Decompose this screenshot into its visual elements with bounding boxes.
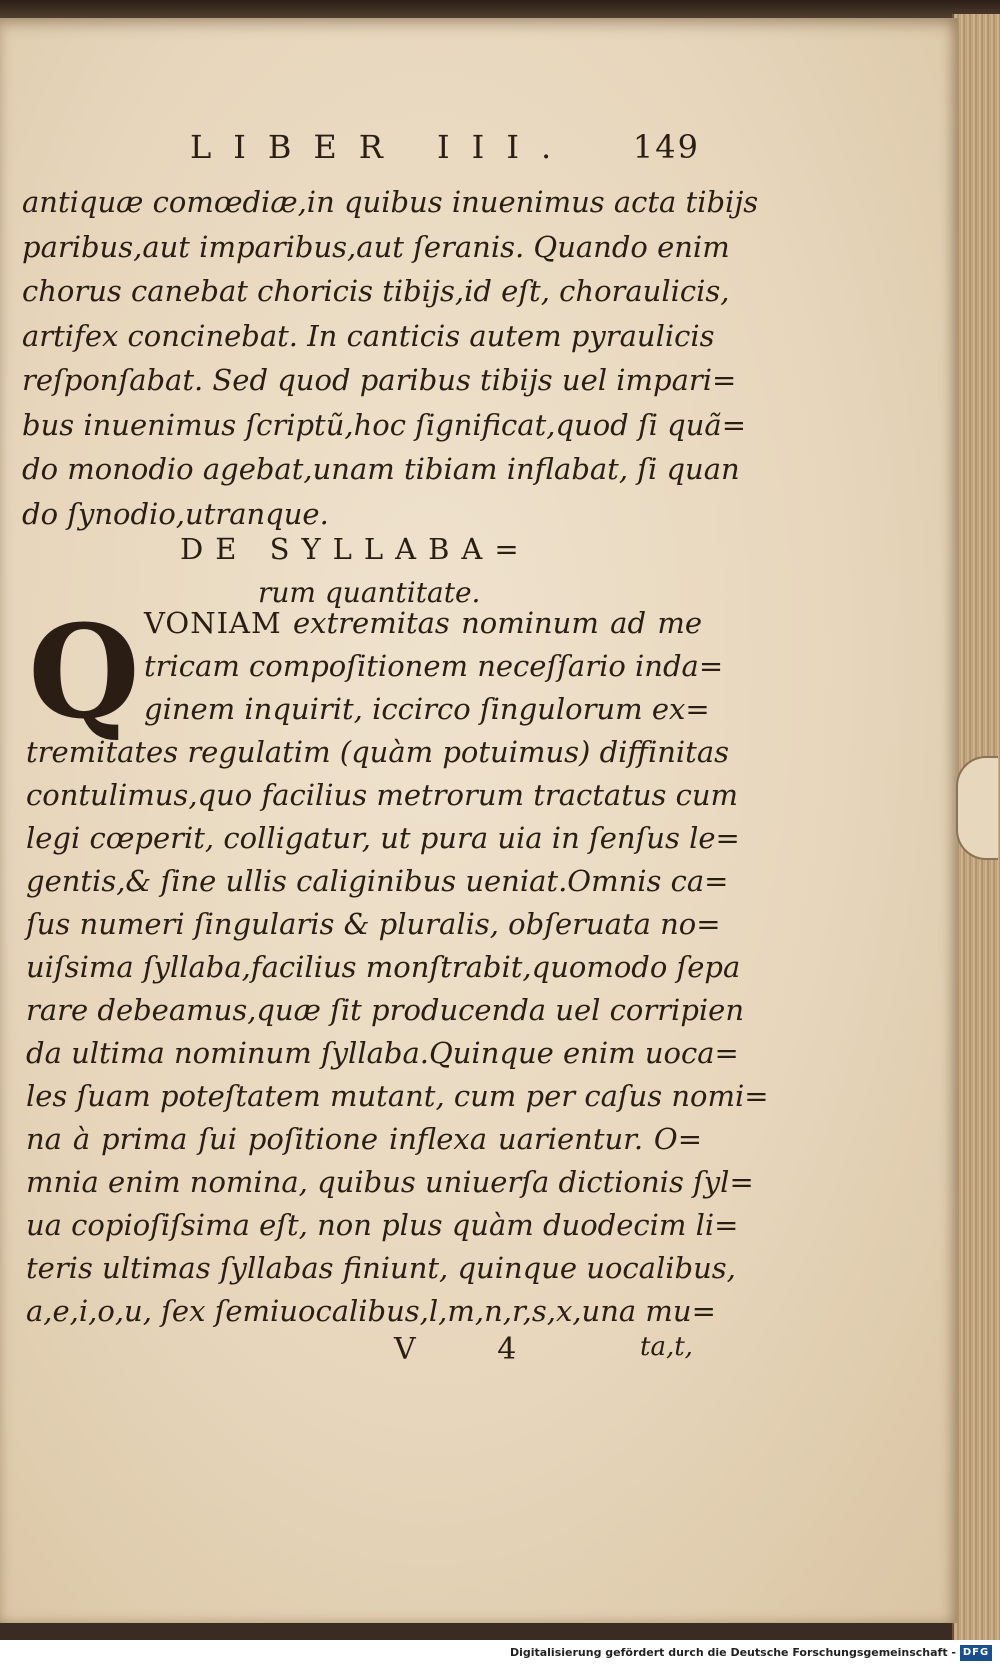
- running-head-title: LIBER III.: [190, 128, 574, 166]
- section-heading: DE SYLLABA=: [180, 532, 531, 566]
- catchword: ta,t,: [640, 1332, 693, 1362]
- decorated-initial: Q: [28, 598, 140, 748]
- text-line: contulimus,quo facilius metrorum tractatus cum: [26, 778, 739, 812]
- text-line-rest: extremitas nominum ad me: [281, 606, 702, 640]
- text-line: teris ultimas ſyllabas finiunt, quinque uocalibus,: [26, 1251, 736, 1285]
- opening-word: VONIAM: [144, 606, 282, 640]
- text-line: do ſynodio,utranque.: [22, 496, 329, 531]
- text-line: paribus,aut imparibus,aut ſeranis. Quando enim: [22, 229, 730, 264]
- text-line: a,e,i,o,u, ſex ſemiuocalibus,l,m,n,r,s,x,una mu=: [26, 1294, 716, 1328]
- text-line: mnia enim nomina, quibus uniuerſa dictionis ſyl=: [26, 1165, 754, 1199]
- text-line: les ſuam poteſtatem mutant, cum per caſus nomi=: [26, 1079, 769, 1113]
- dfg-logo: DFG: [960, 1645, 992, 1661]
- text-line: ua copioſiſsima eſt, non plus quàm duodecim li=: [26, 1208, 739, 1242]
- section-subheading: rum quantitate.: [258, 576, 481, 609]
- funding-credit: Digitalisierung gefördert durch die Deutsche Forschungsgemeinschaft -: [509, 1646, 956, 1659]
- text-line: da ultima nominum ſyllaba.Quinque enim uoca=: [26, 1036, 739, 1070]
- text-line: antiquæ comœdiæ,in quibus inuenimus acta tibijs: [22, 185, 759, 219]
- page-tab-mark: [956, 756, 998, 860]
- text-line: uiſsima ſyllaba,facilius monſtrabit,quomodo ſepa: [26, 950, 741, 984]
- text-line: ſus numeri ſingularis & pluralis, obſeruata no=: [26, 907, 721, 941]
- text-line: na à prima ſui poſitione inflexa uarientur. O=: [26, 1122, 702, 1156]
- text-line: ginem inquirit, iccirco ſingulorum ex=: [144, 692, 710, 726]
- text-line: tricam compoſitionem neceſſario inda=: [144, 649, 724, 683]
- signature-mark: V 4: [394, 1332, 553, 1367]
- text-block-body: [26, 598, 769, 1333]
- text-line: legi cœperit, colligatur, ut pura uia in ſenſus le=: [26, 821, 740, 855]
- text-line: tremitates regulatim (quàm potuimus) diffinitas: [26, 735, 730, 769]
- text-line: do monodio agebat,unam tibiam inflabat, ſi quan: [22, 452, 740, 486]
- text-line: chorus canebat choricis tibijs,id eſt, choraulicis,: [22, 274, 730, 308]
- text-line: bus inuenimus ſcriptũ,hoc ſignificat,quod ſi quã=: [22, 407, 746, 442]
- digitization-footer: [0, 1640, 1000, 1668]
- text-line: reſponſabat. Sed quod paribus tibijs uel impari=: [22, 363, 737, 397]
- text-line: [26, 602, 702, 645]
- text-line: rare debeamus,quæ ſit producenda uel corripien: [26, 993, 745, 1027]
- text-line: artifex concinebat. In canticis autem pyraulicis: [22, 318, 715, 353]
- page-number: 149: [632, 128, 700, 166]
- text-block-top: [22, 180, 759, 536]
- text-line: gentis,& ſine ullis caliginibus ueniat.Omnis ca=: [26, 864, 729, 898]
